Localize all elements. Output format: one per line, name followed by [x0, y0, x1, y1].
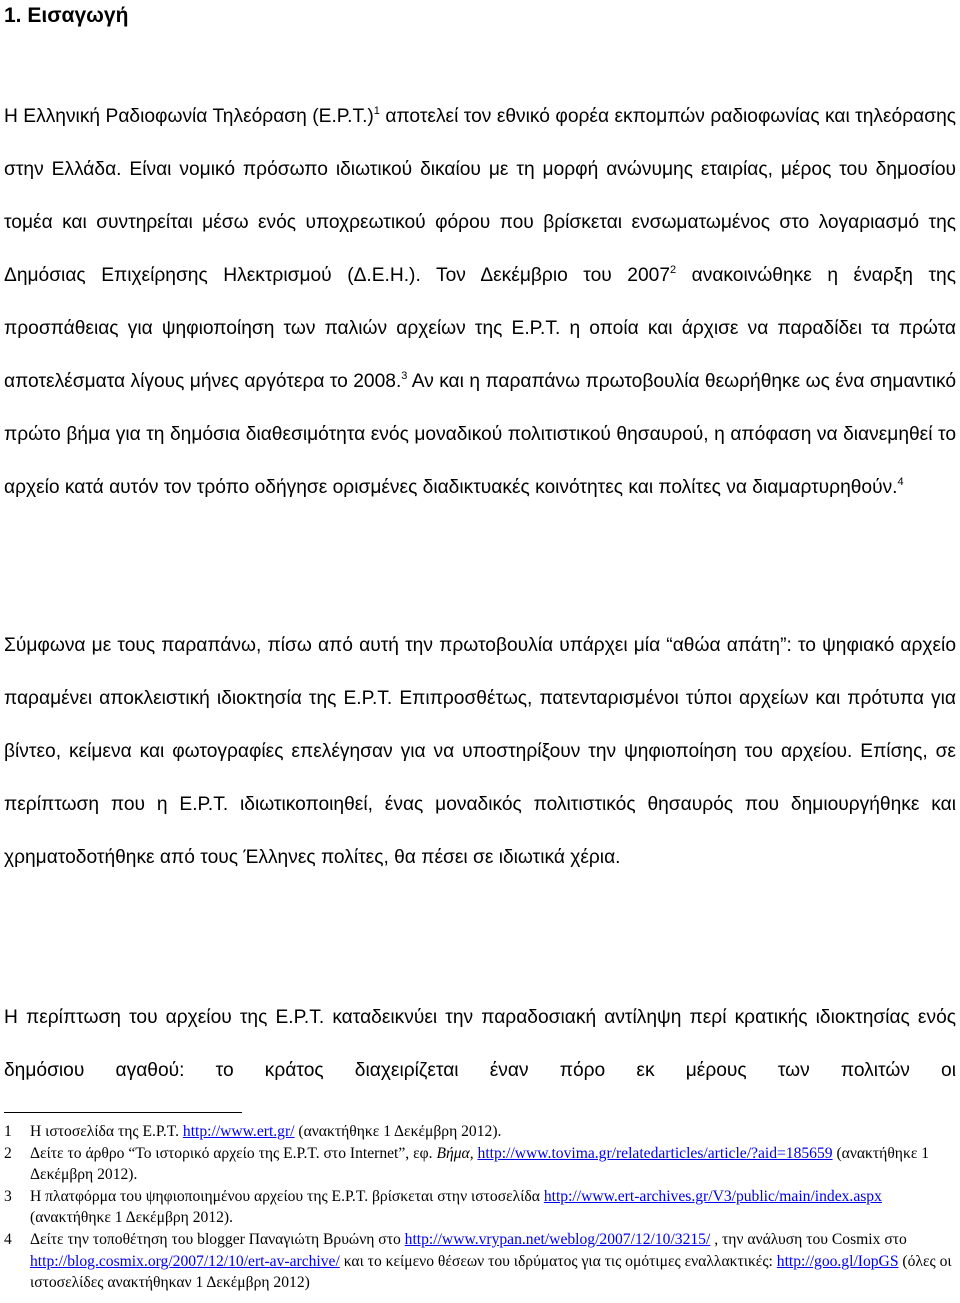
footnote-link[interactable]: http://blog.cosmix.org/2007/12/10/ert-av-archive/: [30, 1252, 340, 1270]
paragraph-text: ανακοινώθηκε η έναρξη της προσπάθειας για ψηφιοποίηση των παλιών αρχείων της Ε.Ρ.Τ. η οποία και άρχισε να παραδίδει τα πρώτα αποτελέσματα λίγους μήνες αργότερα το 2008.: [4, 265, 956, 392]
paragraph-text: Αν και η παραπάνω πρωτοβουλία θεωρήθηκε ως ένα σημαντικό πρώτο βήμα για τη δημόσια διαθεσιμότητα ενός μοναδικού πολιτιστικού θησαυρού, η απόφαση να διανεμηθεί το αρχείο κατά αυτόν τον τρόπο οδήγησε ορισμένες διαδικτυακές κοινότητες και πολίτες να διαμαρτυρηθούν.: [4, 371, 956, 498]
footnote-link[interactable]: http://goo.gl/IopGS: [776, 1252, 899, 1270]
footnote-text-part: (όλες οι ιστοσελίδες ανακτήθηκαν 1 Δεκέμβρη 2012): [30, 1252, 952, 1292]
footnote-text-part: Η ιστοσελίδα της Ε.Ρ.Τ.: [30, 1123, 183, 1140]
paragraph-text: Η Ελληνική Ραδιοφωνία Τηλεόραση (Ε.Ρ.Τ.): [4, 106, 374, 127]
paragraph-case: Η περίπτωση του αρχείου της Ε.Ρ.Τ. καταδεικνύει την παραδοσιακή αντίληψη περί κρατικής ιδιοκτησίας ενός δημόσιου αγαθού: το κράτος διαχειρίζεται έναν πόρο εκ μέρους των πολιτών οι: [4, 1007, 956, 1081]
footnote-text: [30, 1186, 956, 1229]
paragraph-text: αποτελεί τον εθνικό φορέα εκπομπών ραδιοφωνίας και τηλεόρασης στην Ελλάδα. Είναι νομικό πρόσωπο ιδιωτικού δικαίου με τη μορφή ανώνυμης εταιρίας, μέρος του δημοσίου τομέα και συντηρείται μέσω ενός υποχρεωτικού φόρου που βρίσκεται ενσωματωμένος στο λογαριασμό της Δημόσιας Επιχείρησης Ηλεκτρισμού (Δ.Ε.Η.). Τον Δεκέμβριο του 2007: [4, 106, 957, 286]
footnote-link[interactable]: http://www.vrypan.net/weblog/2007/12/10/3215/: [404, 1230, 711, 1248]
section-heading: 1. Εισαγωγή: [4, 4, 129, 27]
footnote-ref-3[interactable]: 3: [401, 370, 408, 382]
footnote-ref-1[interactable]: 1: [373, 105, 380, 117]
footnote-ref-4[interactable]: 4: [897, 476, 904, 488]
footnote-text-part: , την ανάλυση του Cosmix στο: [710, 1230, 907, 1248]
paragraph-intro: [4, 90, 956, 514]
footnote-ref-2[interactable]: 2: [670, 264, 677, 276]
footnote-text-part: (ανακτήθηκε 1 Δεκέμβρη 2012).: [294, 1123, 502, 1140]
footnote-link[interactable]: http://www.ert.gr/: [182, 1123, 295, 1140]
footnote-text-part: Δείτε το άρθρο “Το ιστορικό αρχείο της Ε.Ρ.Τ. στο Internet”, εφ.: [30, 1144, 437, 1162]
footnote-number: 2: [4, 1144, 12, 1162]
footnote-text: [30, 1229, 956, 1294]
footnote-2: [4, 1143, 956, 1186]
footnote-number: 1: [4, 1123, 12, 1140]
footnote-3: [4, 1186, 956, 1229]
footnotes: [4, 1121, 956, 1294]
footnote-separator: [4, 1112, 242, 1113]
footnote-text-part: ,: [469, 1144, 478, 1162]
paragraph-argument: Σύμφωνα με τους παραπάνω, πίσω από αυτή την πρωτοβουλία υπάρχει μία “αθώα απάτη”: το ψηφιακό αρχείο παραμένει αποκλειστική ιδιοκτησία της Ε.Ρ.Τ. Επιπροσθέτως, πατενταρισμένοι τύποι αρχείων και πρότυπα για βίντεο, κείμενα και φωτογραφίες επελέγησαν για να υποστηρίξουν την ψηφιοποίηση του αρχείου. Επίσης, σε περίπτωση που η Ε.Ρ.Τ. ιδιωτικοποιηθεί, ένας μοναδικός πολιτιστικός θησαυρός που δημιουργήθηκε και χρηματοδοτήθηκε από τους Έλληνες πολίτες, θα πέσει σε ιδιωτικά χέρια.: [4, 635, 956, 868]
footnote-text: [30, 1121, 956, 1143]
footnote-text-part: (ανακτήθηκε 1 Δεκέμβρη 2012).: [30, 1144, 930, 1184]
footnote-text-part: και το κείμενο θέσεων του ιδρύματος για τις ομότιμες εναλλακτικές:: [339, 1252, 777, 1270]
footnote-text: [30, 1143, 956, 1186]
footnote-link[interactable]: http://www.ert-archives.gr/V3/public/main/index.aspx: [543, 1187, 882, 1205]
footnote-text-part: Η πλατφόρμα του ψηφιοποιημένου αρχείου της Ε.Ρ.Τ. βρίσκεται στην ιστοσελίδα: [30, 1187, 544, 1205]
newspaper-name: Βήμα: [436, 1144, 470, 1162]
footnote-1: [4, 1121, 956, 1143]
footnote-number: 4: [4, 1230, 12, 1248]
footnote-link[interactable]: http://www.tovima.gr/relatedarticles/article/?aid=185659: [477, 1144, 833, 1162]
footnote-text-part: (ανακτήθηκε 1 Δεκέμβρη 2012).: [30, 1209, 234, 1227]
footnote-text-part: Δείτε την τοποθέτηση του blogger Παναγιώτη Βρυώνη στο: [30, 1230, 405, 1248]
footnote-4: [4, 1229, 956, 1294]
footnote-number: 3: [4, 1187, 12, 1205]
